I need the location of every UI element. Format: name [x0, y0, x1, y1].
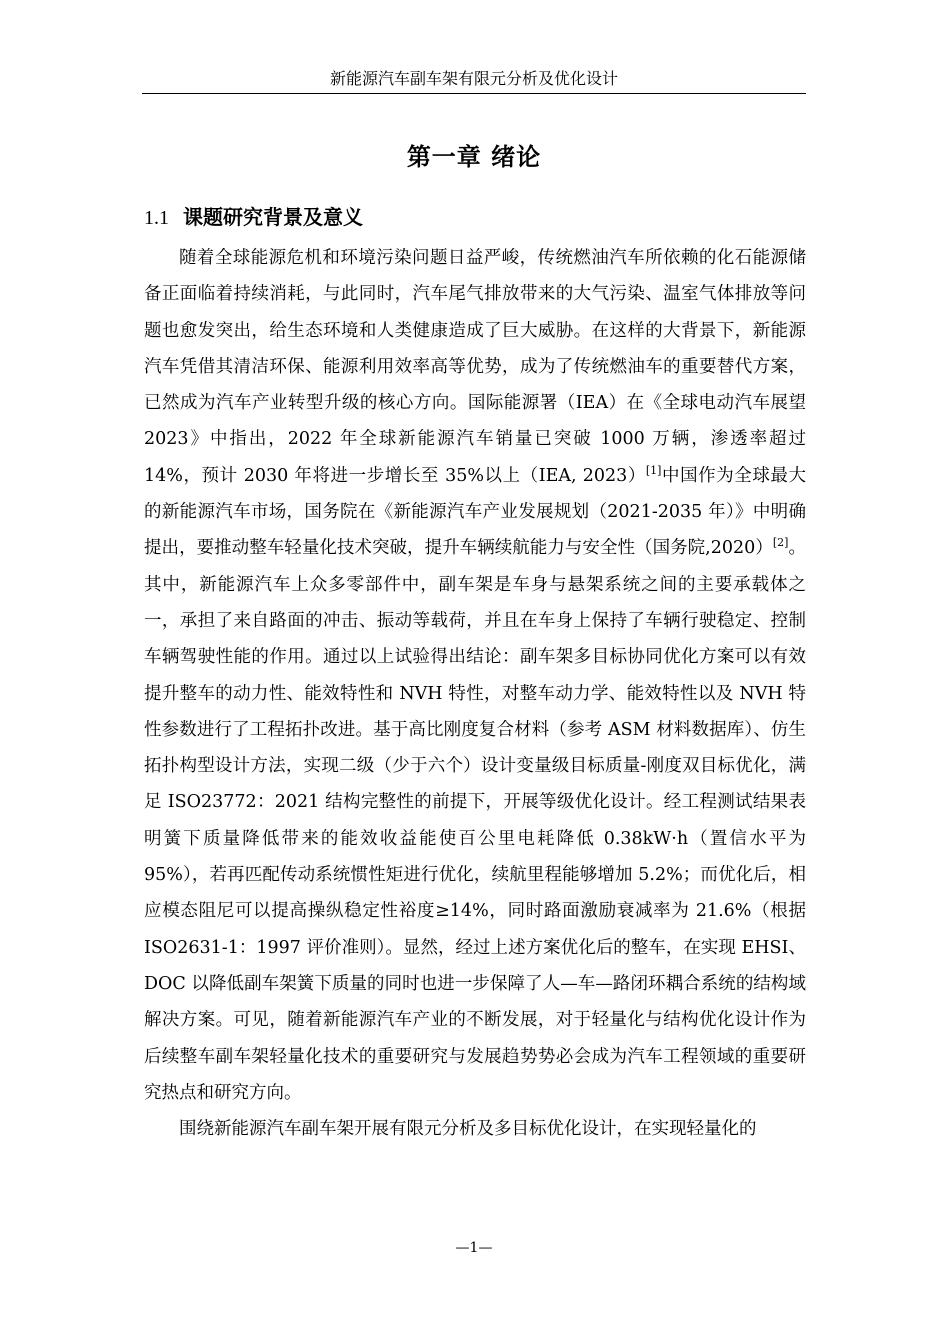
paragraph [144, 1111, 806, 1147]
paragraph-text: 。其中，新能源汽车上众多零部件中，副车架是车身与悬架系统之间的主要承载体之一，承担了来自路面的冲击、振动等载荷，并且在车身上保持了车辆行驶稳定、控制车辆驾驶性能的作用。通过以上试验得出结论：副车架多目标协同优化方案可以有效提升整车的动力性、能效特性和 NVH 特性，对整车动力学、能效特性以及 NVH 特性参数进行了工程拓扑改进。基于高比刚度复合材料（参考 ASM 材料数据库）、仿生拓扑构型设计方法，实现二级（少于六个）设计变量级目标质量-刚度双目标优化，满足 ISO23772：2021 结构完整性的前提下，开展等级优化设计。经工程测试结果表明簧下质量降低带来的能效收益能使百公里电耗降低 0.38kW·h（置信水平为 95%），若再匹配传动系统惯性矩进行优化，续航里程能够增加 5.2%；而优化后，相应模态阻尼可以提高操纵稳定性裕度≥14%，同时路面激励衰减率为 21.6%（根据 ISO2631-1：1997 评价准则）。显然，经过上述方案优化后的整车，在实现 EHSI、DOC 以降低副车架簧下质量的同时也进一步保障了人—车—路闭环耦合系统的结构域解决方案。可见，随着新能源汽车产业的不断发展，对于轻量化与结构优化设计作为后续整车副车架轻量化技术的重要研究与发展趋势势必会成为汽车工程领域的重要研究热点和研究方向。 [144, 538, 806, 1103]
citation-ref: [2] [772, 536, 789, 550]
section-number: 1.1 [144, 207, 169, 229]
chapter-title: 第一章 绪论 [406, 143, 542, 171]
header-divider [142, 93, 806, 94]
citation-ref: [1] [645, 463, 662, 477]
section-heading [144, 201, 804, 230]
paragraph-text: 中国作为全球最大的新能源汽车市场，国务院在《新能源汽车产业发展规划（2021-2035 年）》中明确提出，要推动整车轻量化技术突破，提升车辆续航能力与安全性（国务院,2020） [144, 465, 806, 559]
paragraph-text: 随着全球能源危机和环境污染问题日益严峻，传统燃油汽车所依赖的化石能源储备正面临着持续消耗，与此同时，汽车尾气排放带来的大气污染、温室气体排放等问题也愈发突出，给生态环境和人类健康造成了巨大威胁。在这样的大背景下，新能源汽车凭借其清洁环保、能源利用效率高等优势，成为了传统燃油车的重要替代方案，已然成为汽车产业转型升级的核心方向。国际能源署（IEA）在《全球电动汽车展望 2023》中指出，2022 年全球新能源汽车销量已突破 1000 万辆，渗透率超过 14%，预计 2030 年将进一步增长至 35%以上（IEA, 2023） [144, 248, 806, 486]
running-header: 新能源汽车副车架有限元分析及优化设计 [329, 69, 618, 88]
page-number: —1— [455, 1240, 493, 1256]
paragraph [144, 240, 806, 1111]
body-text [144, 240, 806, 1147]
paragraph-text: 围绕新能源汽车副车架开展有限元分析及多目标优化设计，在实现轻量化的 [179, 1119, 757, 1140]
section-title: 课题研究背景及意义 [183, 205, 363, 229]
